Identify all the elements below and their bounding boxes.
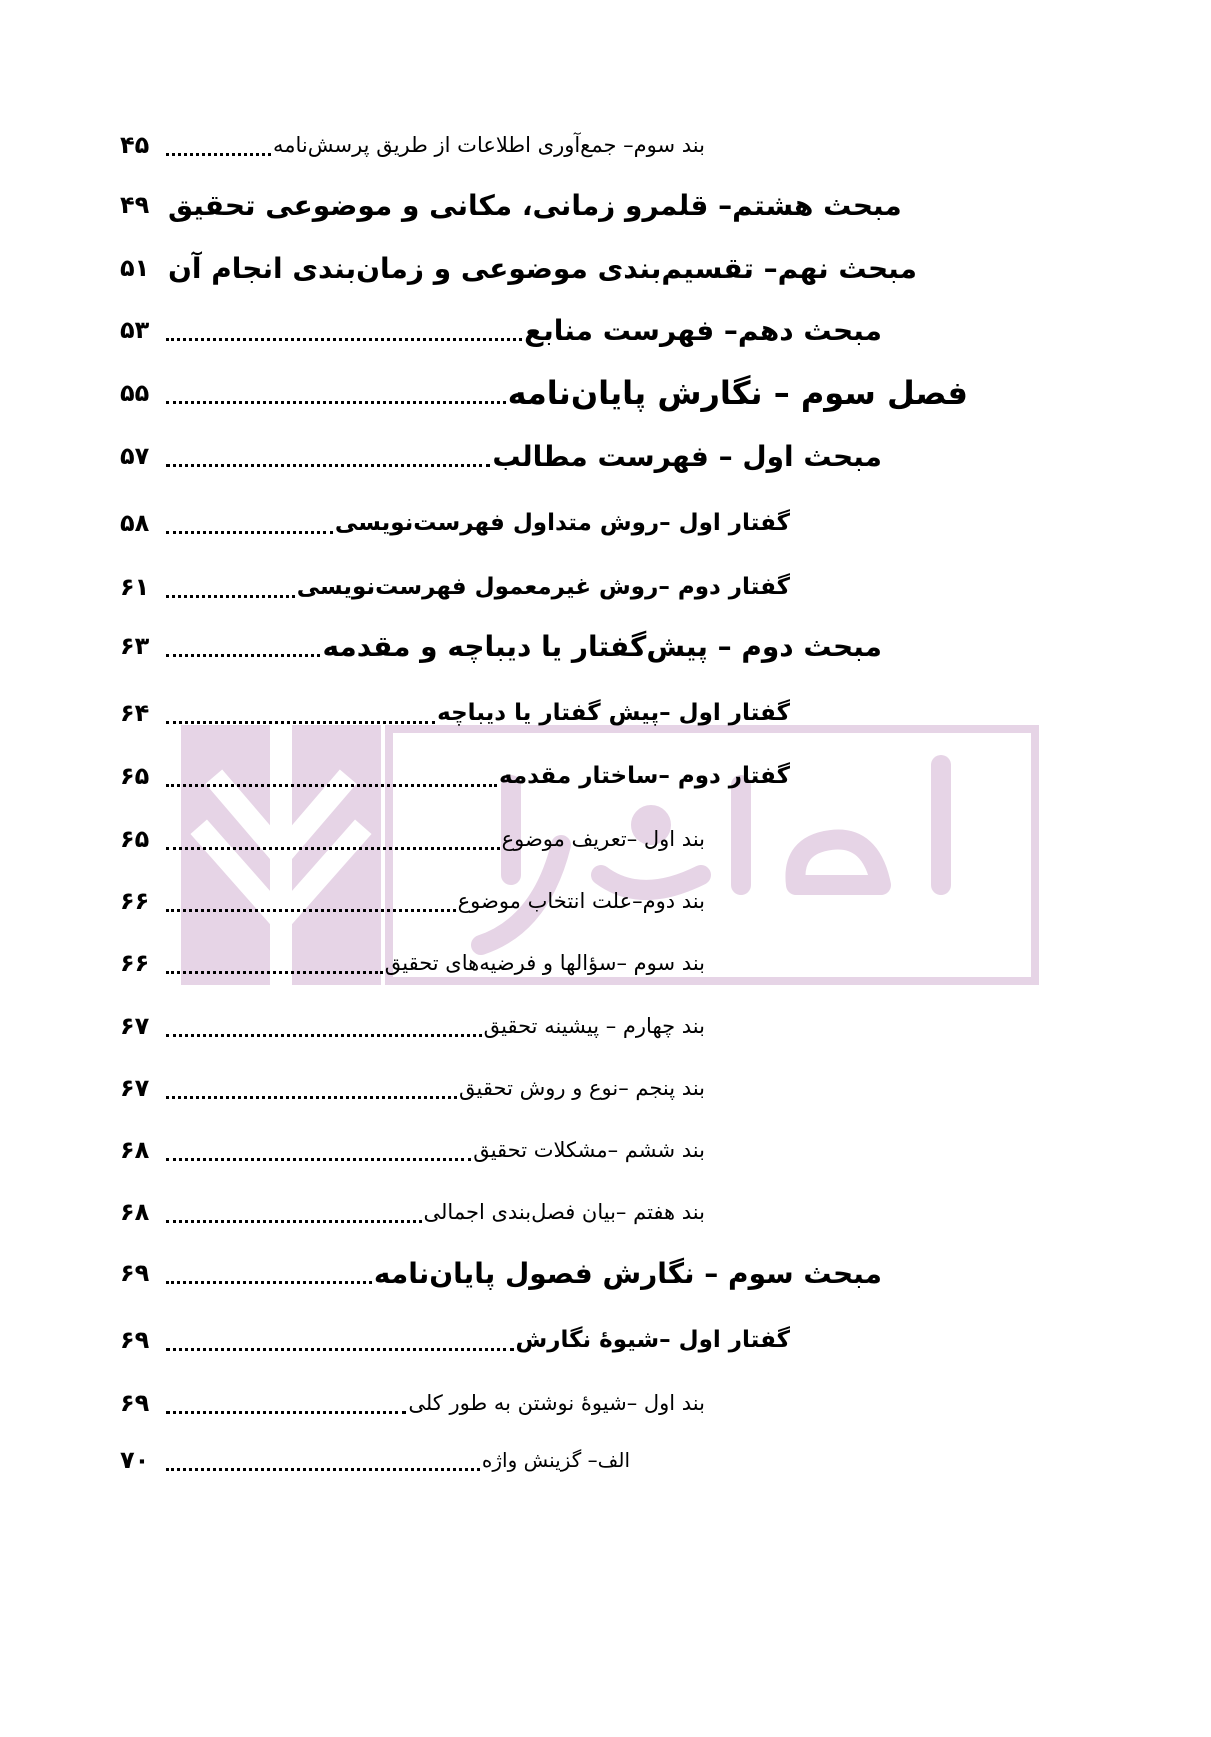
toc-entry [120, 1378, 705, 1428]
toc-entry-title: بند هفتم –بیان فصل‌بندی اجمالی [423, 1200, 705, 1224]
toc-page-number: ۶۳ [120, 632, 150, 660]
toc-entry [120, 498, 790, 548]
toc-entry-title: مبحث دهم– فهرست منابع [524, 313, 882, 347]
toc-leader-dots [166, 971, 383, 974]
toc-entry-title: مبحث دوم – پیش‌گفتار یا دیباچه و مقدمه [322, 629, 882, 663]
toc-entry [120, 305, 882, 355]
toc-page-number: ۵۳ [120, 316, 150, 344]
toc-entry [120, 1248, 882, 1298]
toc-page-number: ۶۹ [120, 1259, 150, 1287]
toc-entry-title: بند اول –تعریف موضوع [501, 827, 705, 851]
toc-page-number: ۶۹ [120, 1389, 150, 1417]
toc-entry [120, 751, 790, 801]
toc-page-number: ۶۵ [120, 762, 150, 790]
toc-leader-dots [166, 464, 490, 467]
toc-entry-title: مبحث سوم – نگارش فصول پایان‌نامه [373, 1256, 882, 1290]
toc-page-number: ۶۴ [120, 699, 150, 727]
toc-leader-dots [166, 338, 522, 341]
toc-leader-dots [166, 784, 497, 787]
toc-page-number: ۶۵ [120, 825, 150, 853]
toc-entry-title: گفتار دوم –روش غیرمعمول فهرست‌نویسی [296, 574, 790, 600]
toc-entry [120, 1125, 705, 1175]
toc-entry-title: الف– گزینش واژه [481, 1448, 630, 1472]
toc-entry-title: مبحث اول – فهرست مطالب [492, 439, 882, 473]
toc-entry-title: بند ششم –مشکلات تحقیق [473, 1138, 705, 1162]
toc-entry [120, 431, 882, 481]
toc-leader-dots [166, 531, 333, 534]
toc-leader-dots [166, 1281, 372, 1284]
toc-entry [120, 876, 705, 926]
toc-page-number: ۵۸ [120, 509, 150, 537]
toc-page-number: ۵۵ [120, 379, 150, 407]
toc-page-number: ۷۰ [120, 1446, 150, 1474]
toc-page-number: ۵۱ [120, 254, 150, 282]
toc-entry [120, 938, 705, 988]
toc-page-number: ۶۷ [120, 1012, 150, 1040]
toc-leader-dots [166, 1220, 422, 1223]
toc-entry [120, 1001, 705, 1051]
toc-entry [120, 243, 917, 293]
toc-entry-title: مبحث هشتم– قلمرو زمانی، مکانی و موضوعی تحقیق [168, 188, 902, 222]
toc-leader-dots [166, 153, 271, 156]
toc-page-number: ۶۱ [120, 573, 150, 601]
toc-entry [120, 1187, 705, 1237]
toc-entry [120, 180, 902, 230]
toc-leader-dots [166, 401, 506, 404]
toc-page-number: ۶۸ [120, 1136, 150, 1164]
toc-entry [120, 688, 790, 738]
toc-leader-dots [166, 1348, 514, 1351]
toc-entry [120, 120, 705, 170]
toc-page-number: ۶۹ [120, 1326, 150, 1354]
toc-entry-title: گفتار اول –شیوهٔ نگارش [515, 1327, 790, 1353]
toc-chapter-entry [120, 368, 968, 418]
toc-leader-dots [166, 595, 295, 598]
toc-entry-title: بند پنجم –نوع و روش تحقیق [459, 1076, 705, 1100]
toc-page-number: ۴۹ [120, 191, 150, 219]
toc-page-number: ۶۶ [120, 949, 150, 977]
toc-entry [120, 1063, 705, 1113]
toc-leader-dots [166, 1158, 471, 1161]
toc-entry-title: فصل سوم – نگارش پایان‌نامه [507, 374, 968, 412]
toc-entry [120, 1315, 790, 1365]
toc-leader-dots [166, 1411, 406, 1414]
toc-leader-dots [166, 654, 320, 657]
toc-page-number: ۵۷ [120, 442, 150, 470]
toc-page-number: ۴۵ [120, 131, 150, 159]
toc-entry [120, 562, 790, 612]
toc-leader-dots [166, 909, 456, 912]
toc-page-number: ۶۶ [120, 887, 150, 915]
toc-page-number: ۶۸ [120, 1198, 150, 1226]
toc-page-number: ۶۷ [120, 1074, 150, 1102]
toc-leader-dots [166, 721, 435, 724]
toc-entry [120, 621, 882, 671]
toc-entry-title: بند اول –شیوهٔ نوشتن به طور کلی [408, 1391, 705, 1415]
toc-entry-title: مبحث نهم– تقسیم‌بندی موضوعی و زمان‌بندی انجام آن [168, 251, 917, 285]
toc-entry-title: گفتار اول –پیش گفتار یا دیباچه [437, 700, 790, 726]
toc-entry-title: بند چهارم – پیشینه تحقیق [483, 1014, 705, 1038]
toc-entry-title: بند دوم–علت انتخاب موضوع [457, 889, 705, 913]
toc-entry-title: گفتار دوم –ساختار مقدمه [498, 763, 790, 789]
toc-entry [120, 1435, 630, 1485]
toc-entry-title: بند سوم –سؤالها و فرضیه‌های تحقیق [384, 951, 705, 975]
toc-entry-title: گفتار اول –روش متداول فهرست‌نویسی [334, 510, 790, 536]
toc-leader-dots [166, 1468, 480, 1471]
toc-leader-dots [166, 847, 500, 850]
toc-leader-dots [166, 1034, 482, 1037]
toc-entry-title: بند سوم– جمع‌آوری اطلاعات از طریق پرسش‌نامه [272, 133, 705, 157]
toc-leader-dots [166, 1096, 457, 1099]
toc-entry [120, 814, 705, 864]
